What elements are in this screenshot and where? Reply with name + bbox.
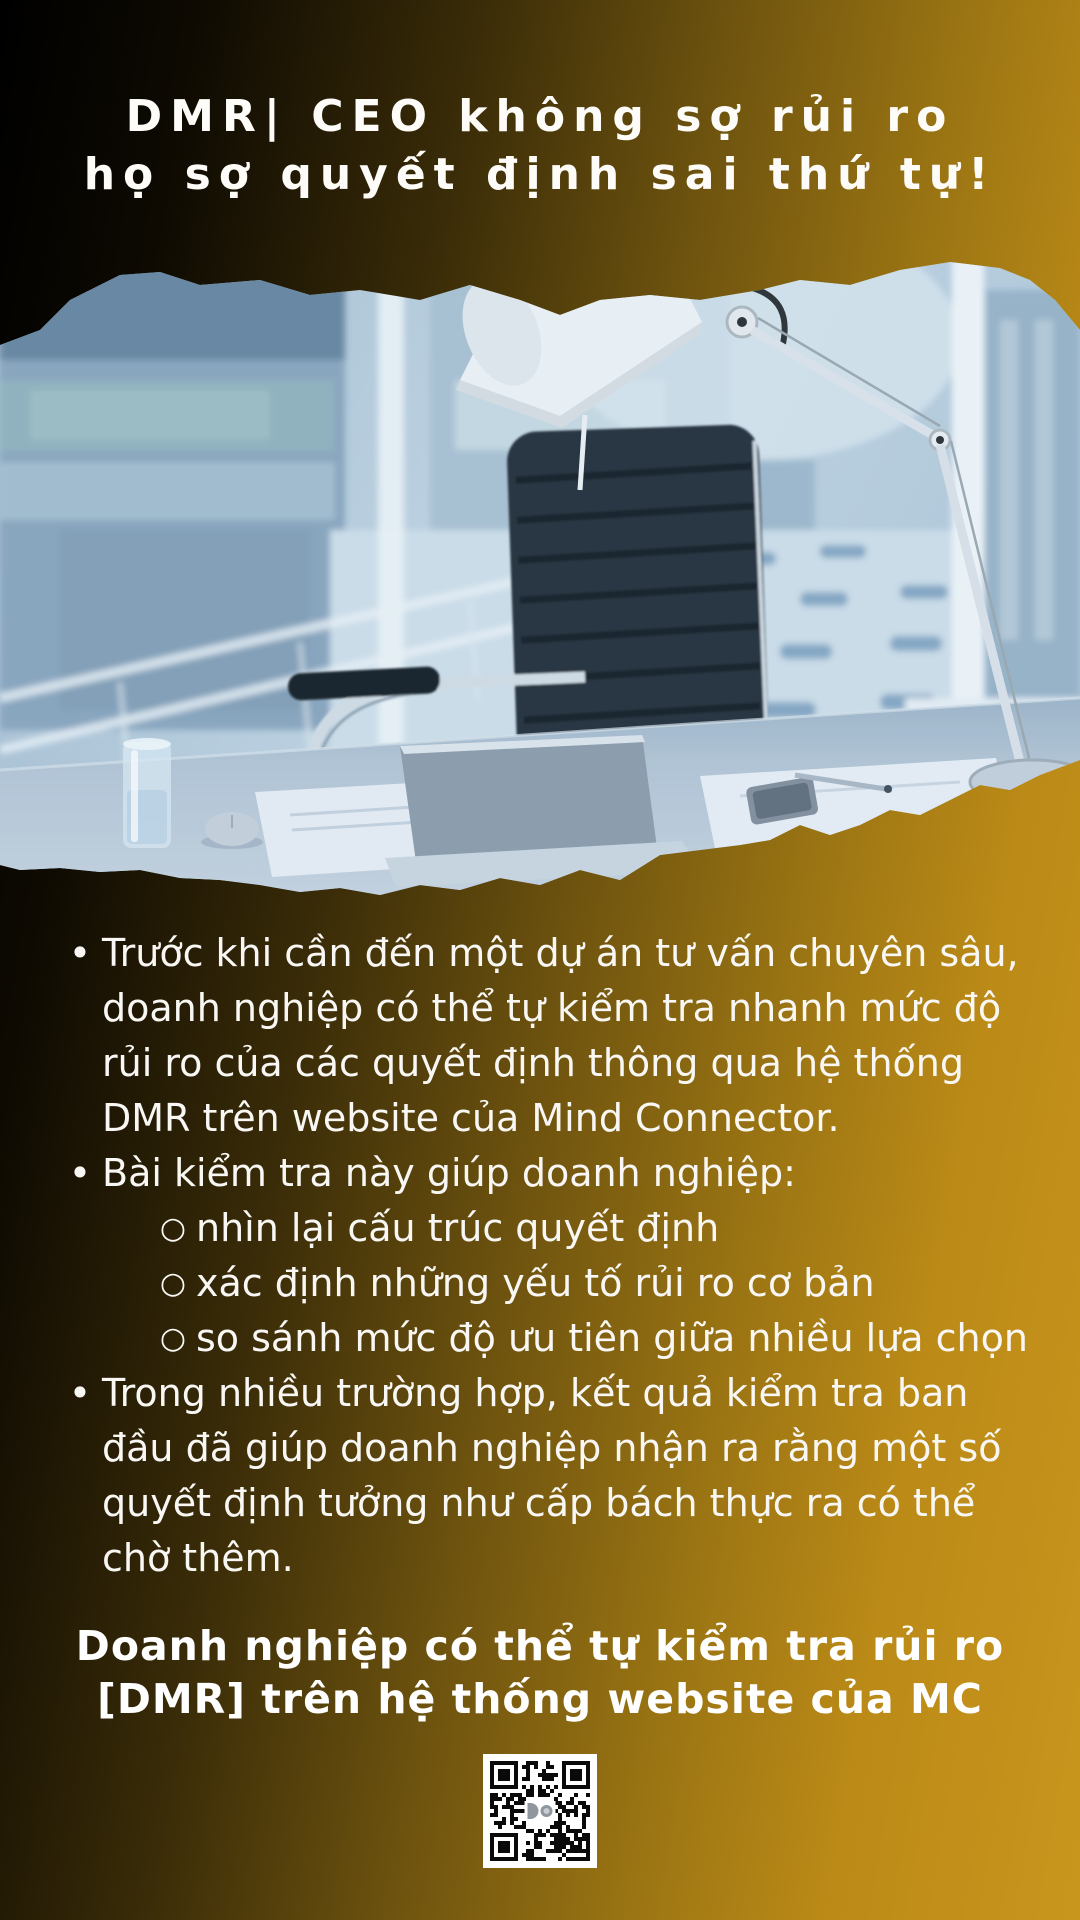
poster-title xyxy=(0,88,1080,204)
bullet-content xyxy=(58,926,1033,1586)
sub-bullet-text: xác định những yếu tố rủi ro cơ bản xyxy=(196,1261,875,1305)
cta-line-2: [DMR] trên hệ thống website của MC xyxy=(97,1675,983,1723)
bullet-circle: ○ xyxy=(159,1266,187,1301)
sub-bullet-text: so sánh mức độ ưu tiên giữa nhiều lựa chọn xyxy=(196,1316,1028,1360)
bullet-circle: ○ xyxy=(159,1211,187,1246)
sub-list-item xyxy=(150,1256,1033,1311)
office-photo-svg xyxy=(0,230,1080,900)
cta-heading xyxy=(0,1620,1080,1726)
title-line-1: DMR| CEO không sợ rủi ro xyxy=(125,91,955,142)
bullet-text: Trước khi cần đến một dự án tư vấn chuyên sâu, doanh nghiệp có thể tự kiểm tra nhanh mức độ rủi ro của các quyết định thông qua hệ thống DMR trên website của Mind Connector. xyxy=(102,931,1019,1140)
sub-bullet-text: nhìn lại cấu trúc quyết định xyxy=(196,1206,720,1250)
bullet-dot: • xyxy=(68,1371,92,1415)
list-item xyxy=(58,1146,1033,1201)
qr-center-logo xyxy=(525,1801,556,1821)
list-item xyxy=(58,1366,1033,1586)
logo-d-icon xyxy=(528,1803,539,1819)
bullet-circle: ○ xyxy=(159,1321,187,1356)
bullet-text: Trong nhiều trường hợp, kết quả kiểm tra ban đầu đã giúp doanh nghiệp nhận ra rằng một số quyết định tưởng như cấp bách thực ra có thể chờ thêm. xyxy=(102,1371,1002,1580)
bullet-dot: • xyxy=(68,1151,92,1195)
list-item xyxy=(58,926,1033,1146)
office-photo xyxy=(0,230,1080,900)
sub-list-item xyxy=(150,1201,1033,1256)
bullet-text: Bài kiểm tra này giúp doanh nghiệp: xyxy=(102,1151,796,1195)
bullet-dot: • xyxy=(68,931,92,975)
logo-c-icon xyxy=(541,1805,553,1817)
title-line-2: họ sợ quyết định sai thứ tự! xyxy=(83,149,997,200)
photo-tint-overlay xyxy=(0,230,1080,900)
qr-code xyxy=(483,1754,597,1868)
sub-list-item xyxy=(150,1311,1033,1366)
cta-line-1: Doanh nghiệp có thể tự kiểm tra rủi ro xyxy=(75,1622,1005,1670)
